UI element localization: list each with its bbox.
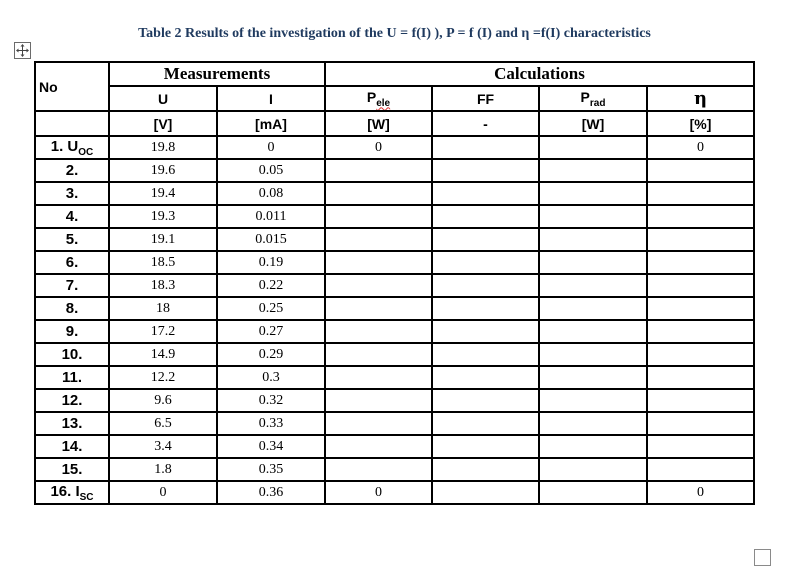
cell-prad[interactable]: [539, 159, 647, 182]
cell-prad[interactable]: [539, 343, 647, 366]
row-label-text: 14.: [61, 438, 83, 455]
header-ff[interactable]: FF: [432, 86, 539, 111]
row-label-text: 15.: [61, 461, 83, 478]
row-label[interactable]: [35, 228, 109, 251]
row-label[interactable]: [35, 297, 109, 320]
row-label[interactable]: [35, 159, 109, 182]
cell-eta[interactable]: [647, 159, 754, 182]
header-measurements[interactable]: Measurements: [109, 62, 325, 86]
row-label-text: 11.: [61, 369, 83, 386]
row-label[interactable]: [35, 182, 109, 205]
cell-prad[interactable]: [539, 228, 647, 251]
table-row: [35, 343, 754, 366]
cell-pele[interactable]: [325, 343, 432, 366]
header-prad[interactable]: [539, 86, 647, 111]
row-label-text: 3.: [65, 185, 79, 202]
cell-ff[interactable]: [432, 481, 539, 504]
cell-i[interactable]: 0.33: [217, 412, 325, 435]
row-label-text: 8.: [65, 300, 79, 317]
cell-ff[interactable]: [432, 343, 539, 366]
cell-i[interactable]: 0.25: [217, 297, 325, 320]
table-row: [35, 274, 754, 297]
row-label[interactable]: [35, 343, 109, 366]
cell-u[interactable]: 14.9: [109, 343, 217, 366]
table-row: [35, 297, 754, 320]
table-row: [35, 366, 754, 389]
row-label-text: 5.: [65, 231, 79, 248]
cell-u[interactable]: 18: [109, 297, 217, 320]
cell-pele[interactable]: [325, 228, 432, 251]
cell-u[interactable]: 0: [109, 481, 217, 504]
row-label-text: 10.: [61, 346, 83, 363]
cell-i[interactable]: 0.29: [217, 343, 325, 366]
row-label[interactable]: [35, 251, 109, 274]
cell-ff[interactable]: [432, 366, 539, 389]
unit-ff[interactable]: -: [432, 111, 539, 136]
cell-i[interactable]: 0.35: [217, 458, 325, 481]
table-row: [35, 159, 754, 182]
cell-pele[interactable]: 0: [325, 481, 432, 504]
row-label[interactable]: [35, 366, 109, 389]
cell-pele[interactable]: [325, 205, 432, 228]
cell-pele[interactable]: [325, 389, 432, 412]
cell-eta[interactable]: [647, 182, 754, 205]
cell-prad[interactable]: [539, 274, 647, 297]
cell-ff[interactable]: [432, 320, 539, 343]
cell-prad[interactable]: [539, 389, 647, 412]
cell-eta[interactable]: [647, 412, 754, 435]
table-move-handle-icon[interactable]: [14, 42, 31, 59]
cell-eta[interactable]: [647, 458, 754, 481]
row-label[interactable]: [35, 320, 109, 343]
cell-prad[interactable]: [539, 297, 647, 320]
cell-u[interactable]: 9.6: [109, 389, 217, 412]
cell-prad[interactable]: [539, 205, 647, 228]
cell-prad[interactable]: [539, 136, 647, 159]
cell-i[interactable]: 0.19: [217, 251, 325, 274]
cell-eta[interactable]: 0: [647, 136, 754, 159]
row-label[interactable]: [35, 458, 109, 481]
row-label-text: 2.: [65, 162, 79, 179]
row-label[interactable]: [35, 481, 109, 504]
table-row: [35, 481, 754, 504]
row-label-subscript: SC: [79, 491, 94, 503]
row-label-subscript: OC: [78, 146, 94, 158]
cell-i[interactable]: 0.011: [217, 205, 325, 228]
row-label-text: 9.: [65, 323, 79, 340]
cell-ff[interactable]: [432, 251, 539, 274]
row-label[interactable]: [35, 136, 109, 159]
table-row: [35, 412, 754, 435]
unit-eta[interactable]: [%]: [647, 111, 754, 136]
cell-i[interactable]: 0.36: [217, 481, 325, 504]
cell-pele[interactable]: [325, 251, 432, 274]
cell-ff[interactable]: [432, 205, 539, 228]
cell-pele[interactable]: [325, 320, 432, 343]
cell-eta[interactable]: [647, 297, 754, 320]
row-label[interactable]: [35, 412, 109, 435]
units-no-cell[interactable]: [35, 111, 109, 136]
cell-pele[interactable]: [325, 412, 432, 435]
table-row: [35, 251, 754, 274]
cell-eta[interactable]: 0: [647, 481, 754, 504]
table-caption: Table 2 Results of the investigation of the U = f(I) ), P = f (I) and η =f(I) characteristics: [138, 26, 651, 41]
cell-pele[interactable]: [325, 297, 432, 320]
cell-u[interactable]: 1.8: [109, 458, 217, 481]
header-pele-main: P: [366, 88, 377, 105]
header-prad-sub: rad: [589, 97, 606, 109]
header-pele-sub: ele: [376, 97, 391, 109]
cell-prad[interactable]: [539, 412, 647, 435]
cell-ff[interactable]: [432, 297, 539, 320]
cell-i[interactable]: 0: [217, 136, 325, 159]
cell-i[interactable]: 0.34: [217, 435, 325, 458]
cell-u[interactable]: 19.4: [109, 182, 217, 205]
cell-i[interactable]: 0.22: [217, 274, 325, 297]
header-eta[interactable]: η: [647, 86, 754, 111]
cell-eta[interactable]: [647, 228, 754, 251]
cell-u[interactable]: 19.1: [109, 228, 217, 251]
cell-pele[interactable]: [325, 182, 432, 205]
cell-eta[interactable]: [647, 389, 754, 412]
cell-ff[interactable]: [432, 274, 539, 297]
cell-u[interactable]: 18.3: [109, 274, 217, 297]
cell-i[interactable]: 0.32: [217, 389, 325, 412]
cell-ff[interactable]: [432, 435, 539, 458]
cell-eta[interactable]: [647, 435, 754, 458]
cell-i[interactable]: 0.27: [217, 320, 325, 343]
cell-i[interactable]: 0.05: [217, 159, 325, 182]
table-row: [35, 205, 754, 228]
table-row: [35, 320, 754, 343]
cell-u[interactable]: 6.5: [109, 412, 217, 435]
header-i[interactable]: I: [217, 86, 325, 111]
results-table: [34, 61, 755, 505]
table-row: [35, 136, 754, 159]
cell-i[interactable]: 0.08: [217, 182, 325, 205]
row-label[interactable]: [35, 389, 109, 412]
table-row: [35, 182, 754, 205]
cell-i[interactable]: 0.015: [217, 228, 325, 251]
header-prad-main: P: [580, 88, 590, 105]
cell-u[interactable]: 3.4: [109, 435, 217, 458]
cell-prad[interactable]: [539, 435, 647, 458]
unit-i[interactable]: [mA]: [217, 111, 325, 136]
table-row: [35, 389, 754, 412]
cell-pele[interactable]: [325, 366, 432, 389]
cell-eta[interactable]: [647, 205, 754, 228]
row-label[interactable]: [35, 205, 109, 228]
row-label-text: 6.: [65, 254, 79, 271]
row-label-text: 13.: [61, 415, 83, 432]
cell-i[interactable]: 0.3: [217, 366, 325, 389]
header-pele[interactable]: [325, 86, 432, 111]
table-row: [35, 458, 754, 481]
cell-u[interactable]: 19.3: [109, 205, 217, 228]
unit-pele[interactable]: [W]: [325, 111, 432, 136]
cell-pele[interactable]: 0: [325, 136, 432, 159]
table-resize-handle-icon[interactable]: [754, 549, 771, 566]
row-label-text: 4.: [65, 208, 79, 225]
cell-pele[interactable]: [325, 435, 432, 458]
cell-prad[interactable]: [539, 458, 647, 481]
row-label-text: 7.: [65, 277, 79, 294]
row-label-text: 12.: [61, 392, 83, 409]
cell-ff[interactable]: [432, 389, 539, 412]
header-no[interactable]: No: [35, 62, 109, 111]
unit-prad[interactable]: [W]: [539, 111, 647, 136]
cell-ff[interactable]: [432, 159, 539, 182]
header-u[interactable]: U: [109, 86, 217, 111]
cell-ff[interactable]: [432, 228, 539, 251]
cell-eta[interactable]: [647, 343, 754, 366]
table-row: [35, 228, 754, 251]
cell-u[interactable]: 19.6: [109, 159, 217, 182]
row-label[interactable]: [35, 274, 109, 297]
cell-u[interactable]: 19.8: [109, 136, 217, 159]
cell-ff[interactable]: [432, 412, 539, 435]
cell-u[interactable]: 17.2: [109, 320, 217, 343]
cell-prad[interactable]: [539, 481, 647, 504]
cell-ff[interactable]: [432, 182, 539, 205]
cell-pele[interactable]: [325, 458, 432, 481]
cell-ff[interactable]: [432, 458, 539, 481]
row-label-text: 16. I: [50, 482, 80, 500]
cell-prad[interactable]: [539, 320, 647, 343]
header-calculations[interactable]: Calculations: [325, 62, 754, 86]
cell-eta[interactable]: [647, 251, 754, 274]
cell-u[interactable]: 18.5: [109, 251, 217, 274]
cell-prad[interactable]: [539, 251, 647, 274]
cell-eta[interactable]: [647, 274, 754, 297]
cell-pele[interactable]: [325, 274, 432, 297]
cell-ff[interactable]: [432, 136, 539, 159]
cell-u[interactable]: 12.2: [109, 366, 217, 389]
cell-eta[interactable]: [647, 320, 754, 343]
unit-u[interactable]: [V]: [109, 111, 217, 136]
cell-eta[interactable]: [647, 366, 754, 389]
cell-prad[interactable]: [539, 366, 647, 389]
row-label-text: 1. U: [50, 137, 79, 155]
table-row: [35, 435, 754, 458]
cell-pele[interactable]: [325, 159, 432, 182]
row-label[interactable]: [35, 435, 109, 458]
cell-prad[interactable]: [539, 182, 647, 205]
